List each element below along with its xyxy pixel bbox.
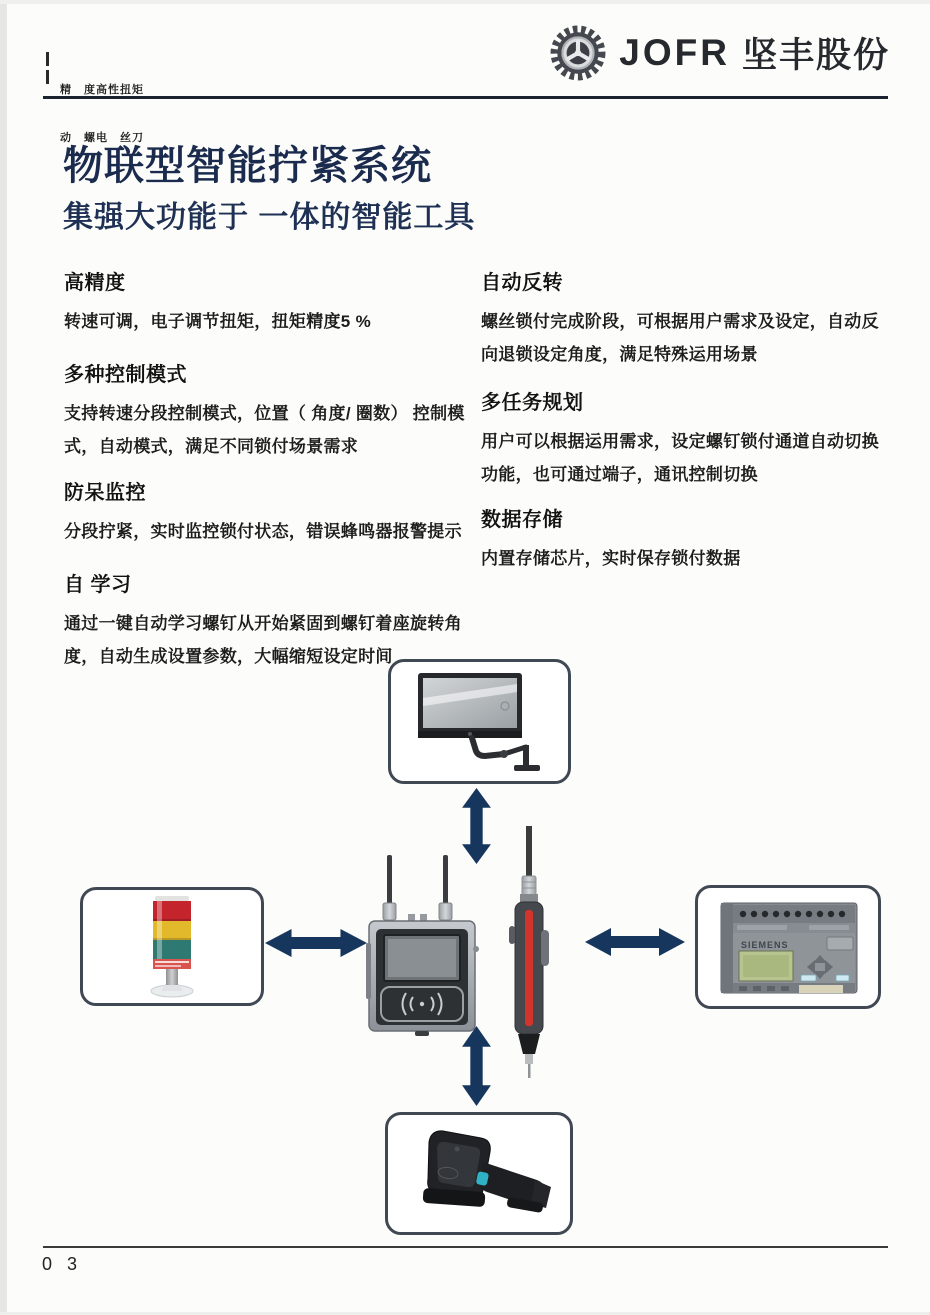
scanner-image-box (385, 1112, 573, 1235)
page-subtitle: 集强大功能于 一体的智能工具 (63, 201, 476, 234)
feature-heading: 高精度 (64, 272, 126, 294)
wireless-controller-image (362, 853, 482, 1041)
footer-divider (43, 1246, 888, 1248)
page-title: 物联型智能拧紧系统 (63, 144, 432, 188)
header-tagline-line1: 精 度高性扭矩 (60, 84, 144, 96)
header-divider (43, 96, 888, 99)
feature-self-learning (64, 568, 464, 673)
feature-heading: 自 学习 (64, 574, 132, 596)
feature-control-modes (64, 358, 486, 463)
page-number: 0 3 (42, 1254, 83, 1274)
scan-edge-left (0, 0, 7, 1315)
feature-heading: 多任务规划 (481, 392, 584, 414)
feature-heading: 防呆监控 (64, 482, 146, 504)
feature-body: 螺丝锁付完成阶段，可根据用户需求及设定，自动反向退锁设定角度，满足特殊运用场景 (481, 312, 879, 364)
feature-body: 转速可调，电子调节扭矩，扭矩精度5 % (64, 312, 371, 331)
logo-text-en: JOFR (619, 32, 730, 73)
arrow-controller-scanner (459, 1026, 494, 1106)
signal-tower-light-image (86, 893, 258, 1000)
feature-heading: 自动反转 (481, 272, 563, 294)
feature-body: 支持转速分段控制模式，位置（ 角度/ 圈数） 控制模式，自动模式，满足不同锁付场景需求 (64, 404, 465, 456)
electric-screwdriver-image (503, 826, 557, 1078)
feature-body: 内置存储芯片，实时保存锁付数据 (481, 549, 741, 568)
feature-error-monitoring (64, 476, 484, 548)
arrow-screwdriver-plc (585, 925, 685, 959)
plc-image-box (695, 885, 881, 1009)
feature-multitask-planning (481, 386, 895, 491)
header-tagline-line2: 动 螺电 丝刀 (60, 132, 144, 144)
display-monitor-image (394, 665, 565, 778)
plc-brand-label: SIEMENS (741, 940, 789, 950)
feature-auto-reverse (481, 266, 891, 371)
monitor-image-box (388, 659, 571, 784)
feature-data-storage (481, 503, 891, 575)
tagline-divider (46, 52, 49, 66)
feature-heading: 多种控制模式 (64, 364, 187, 386)
feature-body: 通过一键自动学习螺钉从开始紧固到螺钉着座旋转角度，自动生成设置参数，大幅缩短设定时间 (64, 614, 462, 666)
logo-text-cn: 坚丰股份 (741, 36, 890, 75)
tower-light-image-box (80, 887, 264, 1006)
feature-heading: 数据存储 (481, 509, 563, 531)
feature-body: 用户可以根据运用需求，设定螺钉锁付通道自动切换功能，也可通过端子，通讯控制切换 (481, 432, 879, 484)
gear-logo-icon (549, 24, 607, 82)
barcode-scanner-image (391, 1118, 567, 1229)
siemens-plc-image (701, 891, 875, 1003)
feature-body: 分段拧紧，实时监控锁付状态，错误蜂鸣器报警提示 (64, 522, 462, 541)
tagline-divider (46, 70, 49, 84)
company-logo (549, 24, 890, 82)
arrow-tower-controller (265, 926, 367, 960)
feature-high-precision (64, 266, 484, 338)
scan-edge-top (0, 0, 930, 4)
